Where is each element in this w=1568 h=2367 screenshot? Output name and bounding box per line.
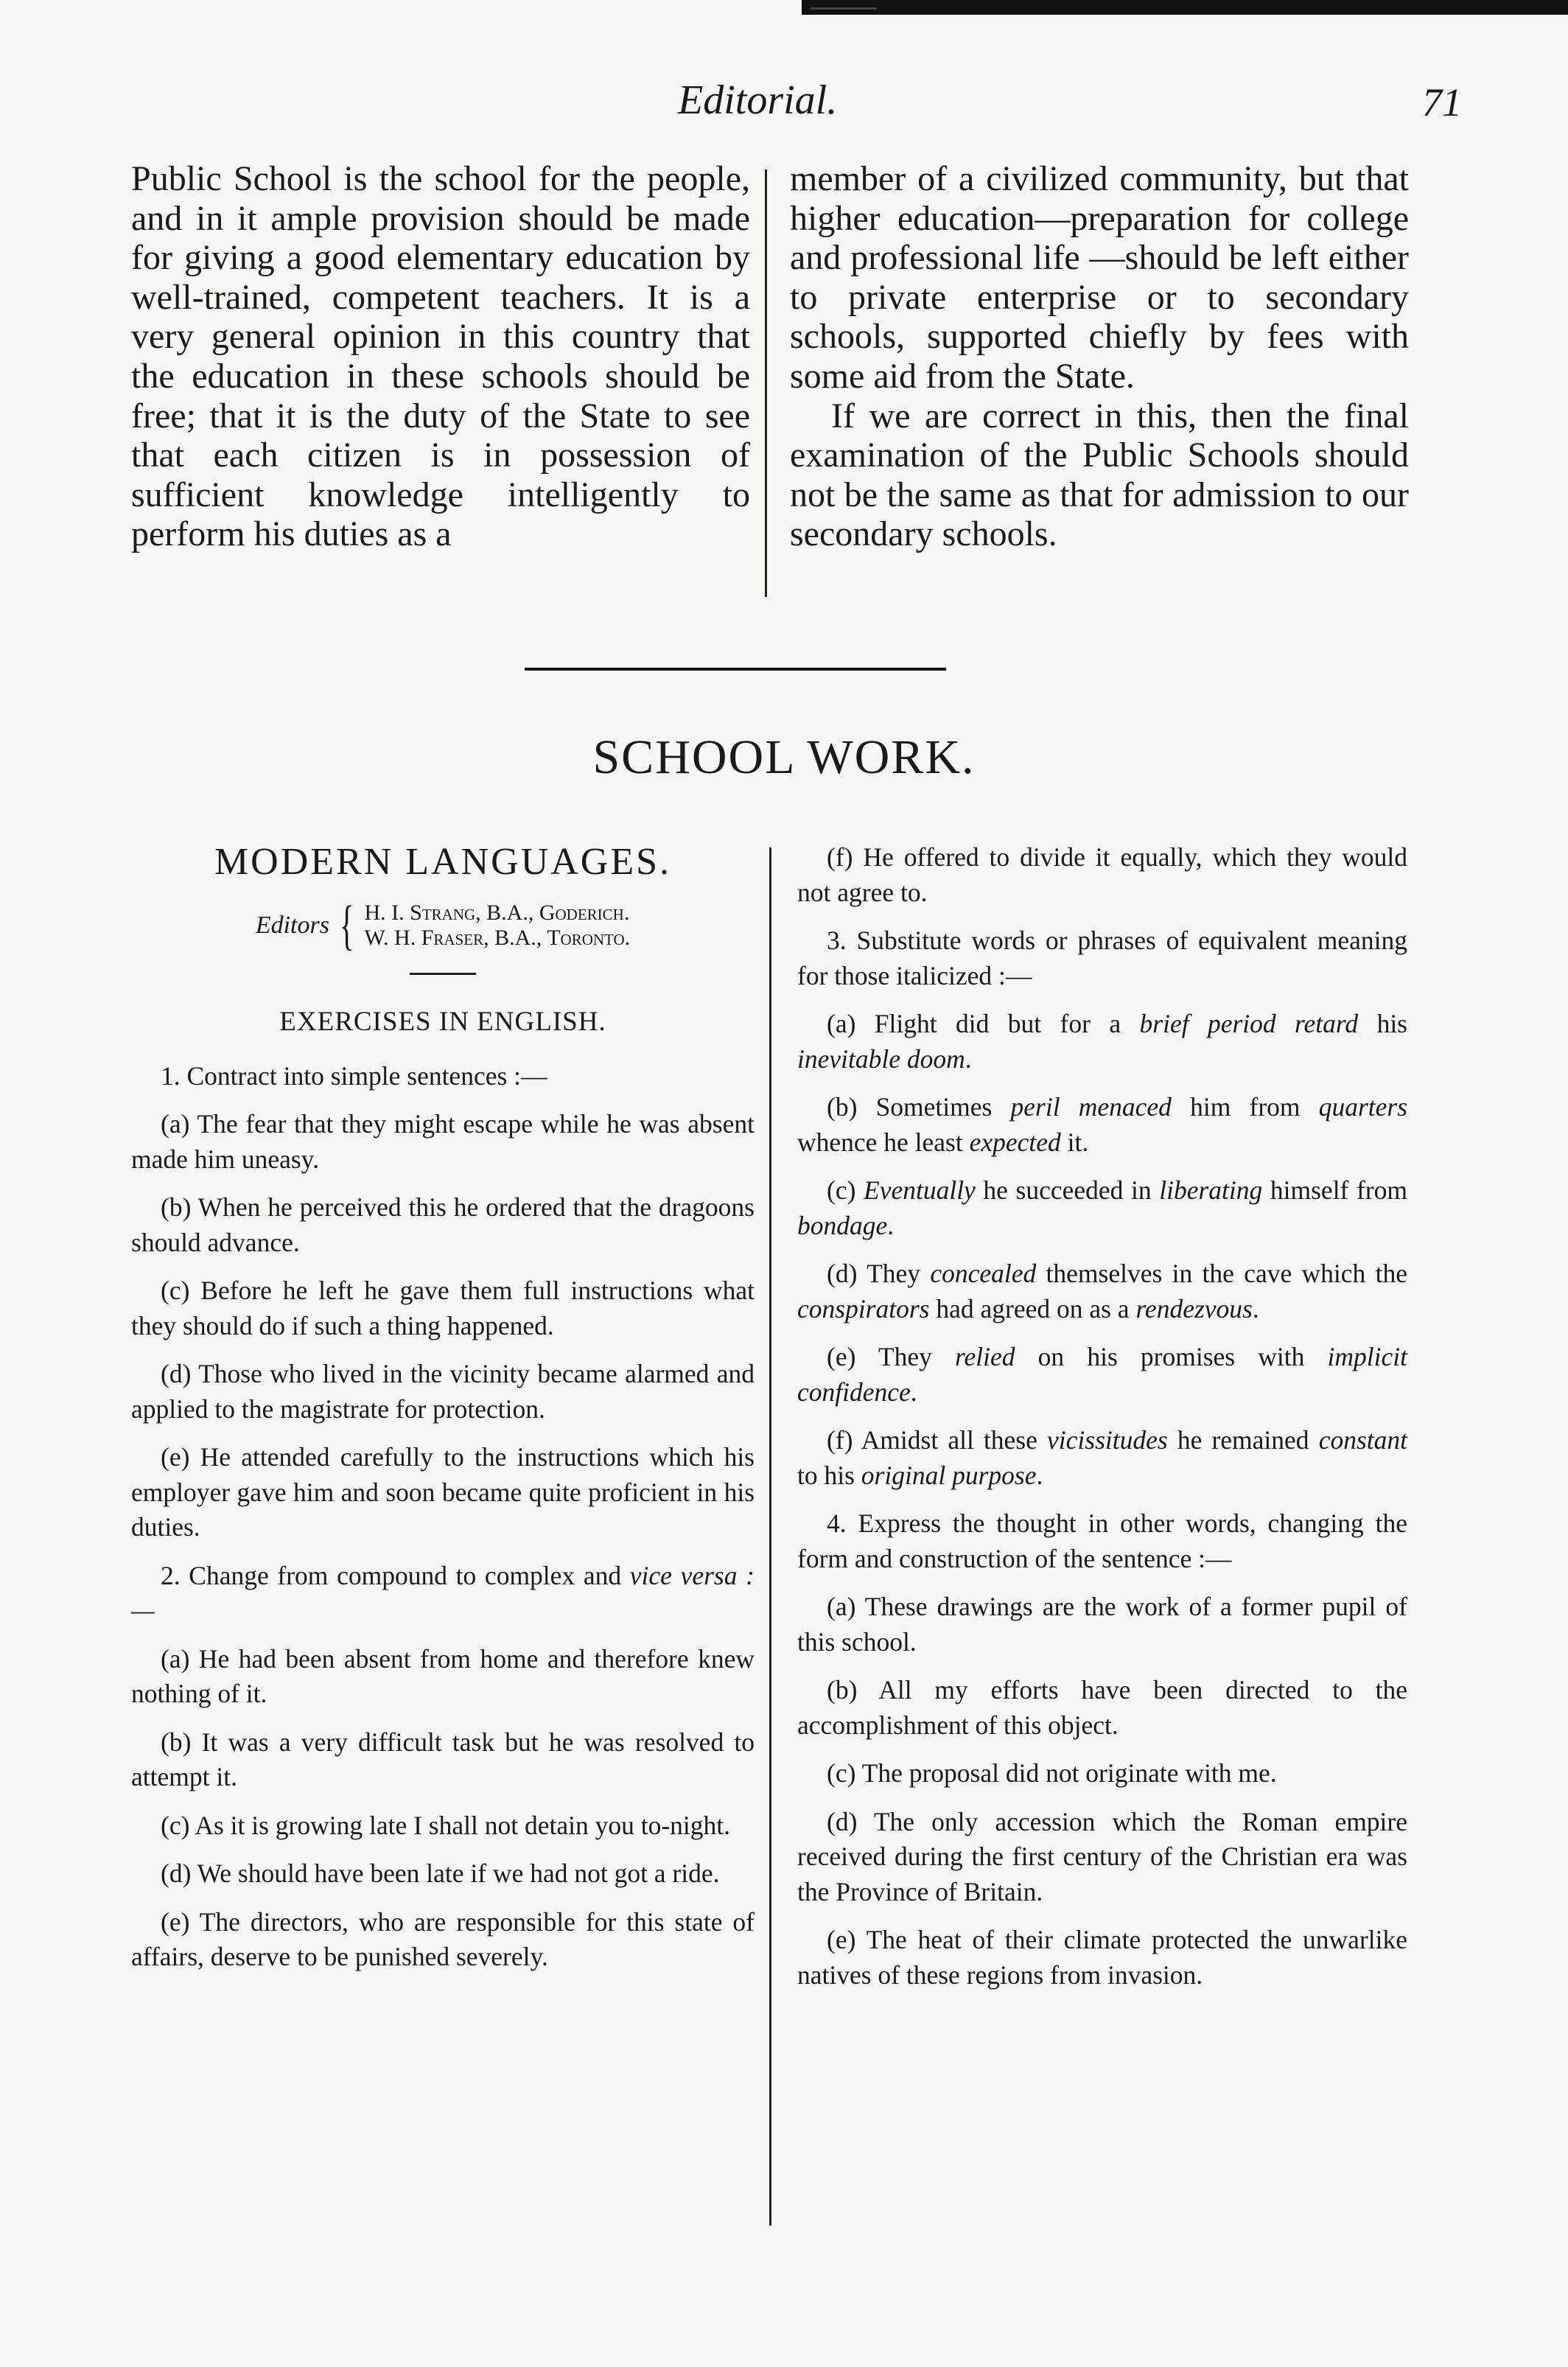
exercise-item: (c) Before he left he gave them full instructions what they should do if such a thing happened. [131,1276,755,1340]
short-rule [410,973,476,975]
left-column [131,840,755,1988]
section-rule [525,668,946,671]
italic-phrase: implicit confidence [797,1342,1407,1407]
italic-phrase: Eventually [864,1175,976,1205]
item-text: had agreed on as a [929,1293,1136,1324]
exercise-item: (a) The fear that they might escape while he was absent made him uneasy. [131,1109,755,1174]
italic-phrase: vicissitudes [1047,1425,1168,1455]
editorial-left-column [131,159,750,554]
editors-names [364,901,630,951]
italic-phrase: quarters [1318,1092,1408,1122]
right-column [797,840,1407,2006]
italic-phrase: rendezvous [1135,1293,1253,1324]
exercise-item: (c) The proposal did not originate with me. [827,1758,1277,1788]
italic-phrase: original purpose [861,1460,1037,1490]
column-divider [769,847,771,2226]
exercise-item [797,1340,1407,1410]
exercise-item: (a) These drawings are the work of a former pupil of this school. [797,1592,1407,1657]
exercise-intro-emphasis: vice versa :— [131,1560,755,1625]
item-text: (a) Flight did but for a [827,1009,1140,1038]
italic-phrase: liberating [1159,1175,1263,1205]
exercise-item [797,1007,1407,1077]
editorial-right-column [790,159,1409,554]
item-text: (e) They [827,1342,956,1371]
exercise-item: (d) The only accession which the Roman empire received during the first century of the Christian era was the Province of Britain. [797,1806,1407,1906]
exercise-item: (b) All my efforts have been directed to the accomplishment of this object. [797,1675,1407,1740]
column-divider [765,169,767,597]
exercise-intro [131,1559,755,1629]
item-text: it. [1060,1127,1089,1157]
exercise-item: (b) It was a very difficult task but he was resolved to attempt it. [131,1727,755,1791]
editorial-paragraph: Public School is the school for the people, and in it ample provision should be made for giving a good elementary education by well-trained, competent teachers. It is a very general opinion in this country that the education in these schools should be free; that it is the duty of the State to see that each citizen is in possession of sufficient knowledge intelligently to perform his duties as a [131,159,750,554]
italic-phrase: concealed [930,1259,1037,1288]
exercise-item [797,1090,1407,1160]
item-text: himself from [1262,1175,1407,1205]
editor-name: W. H. Fraser, B.A., Toronto. [364,926,631,950]
top-edge-bar [802,0,1568,15]
exercise-item [797,1423,1407,1493]
exercise-item: (c) As it is growing late I shall not detain you to-night. [161,1810,730,1840]
exercise-intro: 4. Express the thought in other words, changing the form and construction of the sentence :— [797,1508,1407,1573]
exercise-item: (e) The heat of their climate protected the unwarlike natives of these regions from invasion. [797,1925,1407,1990]
exercise-item: (b) When he perceived this he ordered that the dragoons should advance. [131,1192,755,1257]
item-text: . [910,1377,917,1407]
exercises-heading: EXERCISES IN ENGLISH. [279,1007,606,1037]
item-text: (f) Amidst all these [827,1425,1048,1455]
exercise-intro-text: 2. Change from compound to complex and [161,1560,622,1590]
item-text: he remained [1167,1425,1319,1455]
exercise-item: (d) We should have been late if we had not got a ride. [161,1859,720,1888]
top-edge-mark [811,7,877,10]
exercise-item: (e) He attended carefully to the instructions which his employer gave him and soon became quite proficient in his duties. [131,1442,755,1542]
item-text: . [1036,1460,1043,1490]
italic-phrase: expected [969,1127,1061,1157]
exercise-item: (a) He had been absent from home and therefore knew nothing of it. [131,1643,755,1708]
exercise-item [797,1173,1407,1243]
item-text: . [887,1210,895,1240]
section-title: SCHOOL WORK. [592,730,976,784]
item-text: whence he least [797,1127,970,1157]
page-number: 71 [1422,80,1462,125]
item-text: . [965,1043,972,1074]
brace-icon: { [339,895,354,956]
exercise-item: (d) Those who lived in the vicinity became alarmed and applied to the magistrate for protection. [131,1359,755,1424]
editors-label: Editors [255,912,329,939]
italic-phrase: constant [1318,1425,1407,1455]
running-title: Editorial. [678,77,838,123]
exercise-intro: 1. Contract into simple sentences :— [161,1060,547,1091]
item-text: themselves in the cave which the [1036,1259,1407,1288]
italic-phrase: peril menaced [1010,1092,1172,1122]
exercise-item: (e) The directors, who are responsible for this state of affairs, deserve to be punished severely. [131,1906,755,1971]
item-text: on his promises with [1015,1342,1328,1371]
item-text: his [1358,1009,1407,1038]
exercise-item: (f) He offered to divide it equally, which they would not agree to. [797,842,1407,907]
italic-phrase: brief period retard [1139,1009,1359,1038]
modern-languages-heading: MODERN LANGUAGES. [214,841,672,883]
editorial-paragraph: member of a civilized community, but that higher education—preparation for college and professional life —should be left either to private enterprise or to secondary schools, supported chiefly by fees with some aid from the State. [790,159,1409,396]
italic-phrase: bondage [797,1210,888,1240]
italic-phrase: conspirators [797,1293,930,1324]
item-text: . [1252,1293,1259,1324]
item-text: (d) They [827,1259,931,1288]
item-text: (b) Sometimes [827,1092,1011,1122]
editorial-paragraph: If we are correct in this, then the final examination of the Public Schools should not be the same as that for admission to our secondary schools. [790,396,1409,554]
exercise-item [797,1256,1407,1326]
exercise-intro: 3. Substitute words or phrases of equivalent meaning for those italicized :— [797,926,1407,990]
italic-phrase: relied [955,1342,1015,1371]
item-text: him from [1171,1092,1319,1122]
item-text: (c) [827,1175,864,1205]
italic-phrase: inevitable doom [797,1043,965,1074]
editor-name: H. I. Strang, B.A., Goderich. [364,901,630,925]
editors-block [131,895,755,956]
item-text: he succeeded in [975,1175,1160,1205]
item-text: to his [797,1460,861,1490]
